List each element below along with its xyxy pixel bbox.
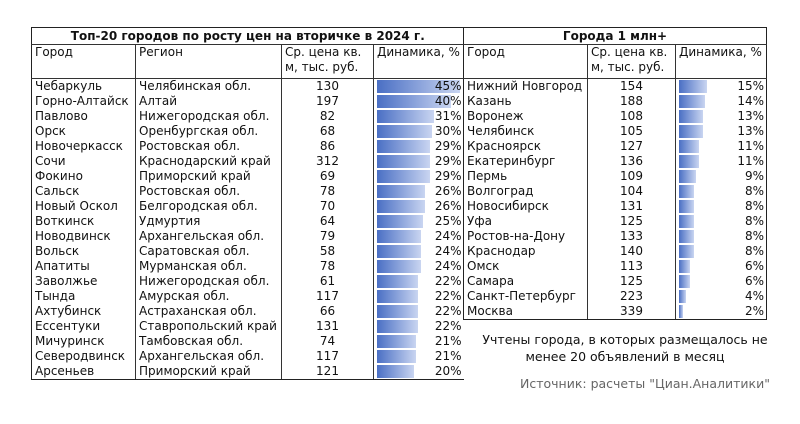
dynamics-value: 22% [434,274,462,288]
dynamics-bar [679,230,694,243]
price-cell: 113 [588,259,676,274]
city-cell: Уфа [464,214,588,229]
header-price: Ср. цена кв. м, тыс. руб. [588,45,676,79]
city-cell: Ахтубинск [32,304,136,319]
dynamics-value: 9% [744,169,765,183]
city-cell: Челябинск [464,124,588,139]
dynamics-value: 29% [434,139,462,153]
dynamics-value: 40% [434,94,462,108]
price-cell: 188 [588,94,676,109]
region-cell: Удмуртия [136,214,282,229]
dynamics-cell [676,229,767,244]
dynamics-value: 25% [434,214,462,228]
city-cell: Горно-Алтайск [32,94,136,109]
header-city: Город [464,45,588,79]
header-region: Регион [136,45,282,79]
dynamics-value: 8% [744,229,765,243]
price-cell: 74 [282,334,374,349]
dynamics-cell [374,154,464,169]
dynamics-value: 4% [744,289,765,303]
dynamics-value: 29% [434,169,462,183]
city-cell: Москва [464,304,588,320]
dynamics-value: 8% [744,214,765,228]
city-cell: Тында [32,289,136,304]
price-cell: 197 [282,94,374,109]
region-cell: Белгородская обл. [136,199,282,214]
city-cell: Воронеж [464,109,588,124]
dynamics-value: 6% [744,274,765,288]
dynamics-value: 8% [744,199,765,213]
dynamics-bar [377,230,421,243]
city-cell: Волгоград [464,184,588,199]
dynamics-bar [679,170,696,183]
dynamics-cell [676,244,767,259]
dynamics-bar [679,95,705,108]
region-cell: Ростовская обл. [136,139,282,154]
dynamics-value: 6% [744,259,765,273]
table-row [32,304,464,319]
dynamics-bar [377,350,416,363]
dynamics-bar [377,215,423,228]
dynamics-bar [679,215,694,228]
dynamics-value: 26% [434,199,462,213]
price-cell: 82 [282,109,374,124]
dynamics-bar [377,140,430,153]
dynamics-value: 31% [434,109,462,123]
price-cell: 131 [588,199,676,214]
million-title: Города 1 млн+ [464,28,767,45]
table-row [464,229,767,244]
table-row [464,259,767,274]
dynamics-cell [374,349,464,364]
city-cell: Фокино [32,169,136,184]
dynamics-bar [377,365,414,378]
table-row [32,289,464,304]
table-row [32,79,464,95]
dynamics-value: 24% [434,259,462,273]
header-price: Ср. цена кв. м, тыс. руб. [282,45,374,79]
header-city: Город [32,45,136,79]
table-row [32,124,464,139]
price-cell: 339 [588,304,676,320]
price-cell: 109 [588,169,676,184]
dynamics-value: 2% [744,304,765,318]
dynamics-bar [679,305,683,318]
dynamics-cell [374,184,464,199]
region-cell: Приморский край [136,169,282,184]
city-cell: Пермь [464,169,588,184]
region-cell: Приморский край [136,364,282,380]
dynamics-bar [679,200,694,213]
city-cell: Ростов-на-Дону [464,229,588,244]
dynamics-value: 26% [434,184,462,198]
dynamics-bar [377,260,421,273]
city-cell: Апатиты [32,259,136,274]
price-cell: 133 [588,229,676,244]
dynamics-bar [377,155,430,168]
top20-body [32,79,464,380]
dynamics-bar [679,140,699,153]
table-row [32,94,464,109]
city-cell: Северодвинск [32,349,136,364]
price-cell: 79 [282,229,374,244]
table-row [464,154,767,169]
city-cell: Казань [464,94,588,109]
city-cell: Новочеркасск [32,139,136,154]
dynamics-bar [679,80,707,93]
dynamics-value: 24% [434,229,462,243]
city-cell: Орск [32,124,136,139]
table-row [32,364,464,380]
price-cell: 136 [588,154,676,169]
dynamics-bar [679,245,694,258]
price-cell: 312 [282,154,374,169]
dynamics-cell [374,274,464,289]
table-row [32,349,464,364]
table-row [32,244,464,259]
table-row [32,139,464,154]
dynamics-cell [676,259,767,274]
dynamics-bar [679,110,703,123]
dynamics-cell [374,214,464,229]
dynamics-cell [676,139,767,154]
dynamics-value: 14% [737,94,765,108]
price-cell: 140 [588,244,676,259]
dynamics-cell [676,199,767,214]
table-row [464,94,767,109]
price-cell: 131 [282,319,374,334]
dynamics-bar [679,290,686,303]
table-row [32,199,464,214]
dynamics-value: 15% [737,79,765,93]
price-cell: 121 [282,364,374,380]
header-dynamics: Динамика, % [676,45,767,79]
dynamics-cell [374,259,464,274]
table-row [32,109,464,124]
price-cell: 58 [282,244,374,259]
dynamics-cell [374,334,464,349]
dynamics-cell [676,79,767,95]
table-row [464,274,767,289]
price-cell: 130 [282,79,374,95]
dynamics-cell [374,109,464,124]
price-cell: 127 [588,139,676,154]
table-row [464,184,767,199]
dynamics-cell [676,109,767,124]
dynamics-bar [679,125,703,138]
price-cell: 66 [282,304,374,319]
price-cell: 117 [282,289,374,304]
table-row [464,214,767,229]
city-cell: Павлово [32,109,136,124]
table-row [464,244,767,259]
table-row [32,154,464,169]
price-cell: 108 [588,109,676,124]
dynamics-value: 30% [434,124,462,138]
price-cell: 69 [282,169,374,184]
city-cell: Арсеньев [32,364,136,380]
price-cell: 70 [282,199,374,214]
dynamics-cell [676,124,767,139]
dynamics-bar [679,155,699,168]
city-cell: Екатеринбург [464,154,588,169]
table-row [464,304,767,320]
dynamics-cell [374,244,464,259]
note-text: Учтены города, в которых размещалось не менее 20 объявлений в месяц [482,332,768,364]
price-cell: 105 [588,124,676,139]
dynamics-cell [374,124,464,139]
table-row [32,214,464,229]
dynamics-cell [374,94,464,109]
dynamics-cell [676,169,767,184]
price-cell: 78 [282,259,374,274]
table-row [464,109,767,124]
table-row [32,184,464,199]
dynamics-bar [377,170,430,183]
dynamics-cell [676,274,767,289]
city-cell: Самара [464,274,588,289]
table-row [32,319,464,334]
dynamics-cell [374,169,464,184]
source-text: Источник: расчеты "Циан.Аналитики" [520,376,770,391]
region-cell: Саратовская обл. [136,244,282,259]
city-cell: Мичуринск [32,334,136,349]
million-cities-table [463,27,767,320]
table-row [32,169,464,184]
region-cell: Архангельская обл. [136,349,282,364]
city-cell: Новосибирск [464,199,588,214]
price-cell: 104 [588,184,676,199]
price-cell: 64 [282,214,374,229]
region-cell: Нижегородская обл. [136,274,282,289]
dynamics-cell [374,229,464,244]
region-cell: Тамбовская обл. [136,334,282,349]
top20-title: Топ-20 городов по росту цен на вторичке в 2024 г. [32,28,464,45]
city-cell: Ессентуки [32,319,136,334]
dynamics-cell [676,304,767,320]
city-cell: Сальск [32,184,136,199]
dynamics-value: 22% [434,289,462,303]
table-row [464,199,767,214]
price-cell: 117 [282,349,374,364]
dynamics-value: 22% [434,304,462,318]
dynamics-cell [676,214,767,229]
dynamics-value: 8% [744,244,765,258]
table-row [464,124,767,139]
dynamics-bar [679,260,690,273]
region-cell: Краснодарский край [136,154,282,169]
dynamics-bar [377,320,418,333]
region-cell: Архангельская обл. [136,229,282,244]
dynamics-bar [679,185,694,198]
price-cell: 154 [588,79,676,95]
city-cell: Сочи [32,154,136,169]
price-cell: 125 [588,214,676,229]
dynamics-value: 22% [434,319,462,333]
table-row [32,229,464,244]
region-cell: Алтай [136,94,282,109]
header-dynamics: Динамика, % [374,45,464,79]
table-row [464,79,767,95]
city-cell: Вольск [32,244,136,259]
dynamics-value: 11% [737,154,765,168]
million-body [464,79,767,320]
dynamics-value: 13% [737,124,765,138]
city-cell: Красноярск [464,139,588,154]
city-cell: Новодвинск [32,229,136,244]
region-cell: Астраханская обл. [136,304,282,319]
table-row [32,274,464,289]
price-cell: 125 [588,274,676,289]
dynamics-bar [377,275,418,288]
dynamics-value: 20% [434,364,462,378]
dynamics-cell [676,184,767,199]
table-row [32,259,464,274]
dynamics-bar [377,290,418,303]
dynamics-cell [374,364,464,380]
table-row [464,289,767,304]
dynamics-bar [679,275,690,288]
dynamics-cell [374,289,464,304]
dynamics-value: 29% [434,154,462,168]
dynamics-cell [374,304,464,319]
dynamics-value: 13% [737,109,765,123]
price-cell: 223 [588,289,676,304]
dynamics-value: 21% [434,334,462,348]
city-cell: Нижний Новгород [464,79,588,95]
city-cell: Омск [464,259,588,274]
dynamics-bar [377,125,432,138]
price-cell: 78 [282,184,374,199]
region-cell: Ставропольский край [136,319,282,334]
city-cell: Заволжье [32,274,136,289]
top20-table [31,27,464,380]
city-cell: Воткинск [32,214,136,229]
dynamics-cell [676,94,767,109]
dynamics-cell [676,154,767,169]
dynamics-cell [374,79,464,95]
dynamics-value: 11% [737,139,765,153]
price-cell: 86 [282,139,374,154]
dynamics-bar [377,335,416,348]
dynamics-bar [377,185,425,198]
region-cell: Ростовская обл. [136,184,282,199]
city-cell: Санкт-Петербург [464,289,588,304]
dynamics-bar [377,305,418,318]
dynamics-value: 45% [434,79,462,93]
dynamics-cell [374,319,464,334]
region-cell: Мурманская обл. [136,259,282,274]
region-cell: Амурская обл. [136,289,282,304]
region-cell: Оренбургская обл. [136,124,282,139]
table-row [464,139,767,154]
dynamics-value: 24% [434,244,462,258]
region-cell: Нижегородская обл. [136,109,282,124]
city-cell: Краснодар [464,244,588,259]
dynamics-value: 21% [434,349,462,363]
dynamics-bar [377,110,434,123]
price-cell: 61 [282,274,374,289]
city-cell: Чебаркуль [32,79,136,95]
dynamics-cell [374,139,464,154]
table-row [464,169,767,184]
dynamics-bar [377,245,421,258]
price-cell: 68 [282,124,374,139]
dynamics-bar [377,200,425,213]
region-cell: Челябинская обл. [136,79,282,95]
table-row [32,334,464,349]
dynamics-value: 8% [744,184,765,198]
dynamics-cell [676,289,767,304]
city-cell: Новый Оскол [32,199,136,214]
dynamics-cell [374,199,464,214]
